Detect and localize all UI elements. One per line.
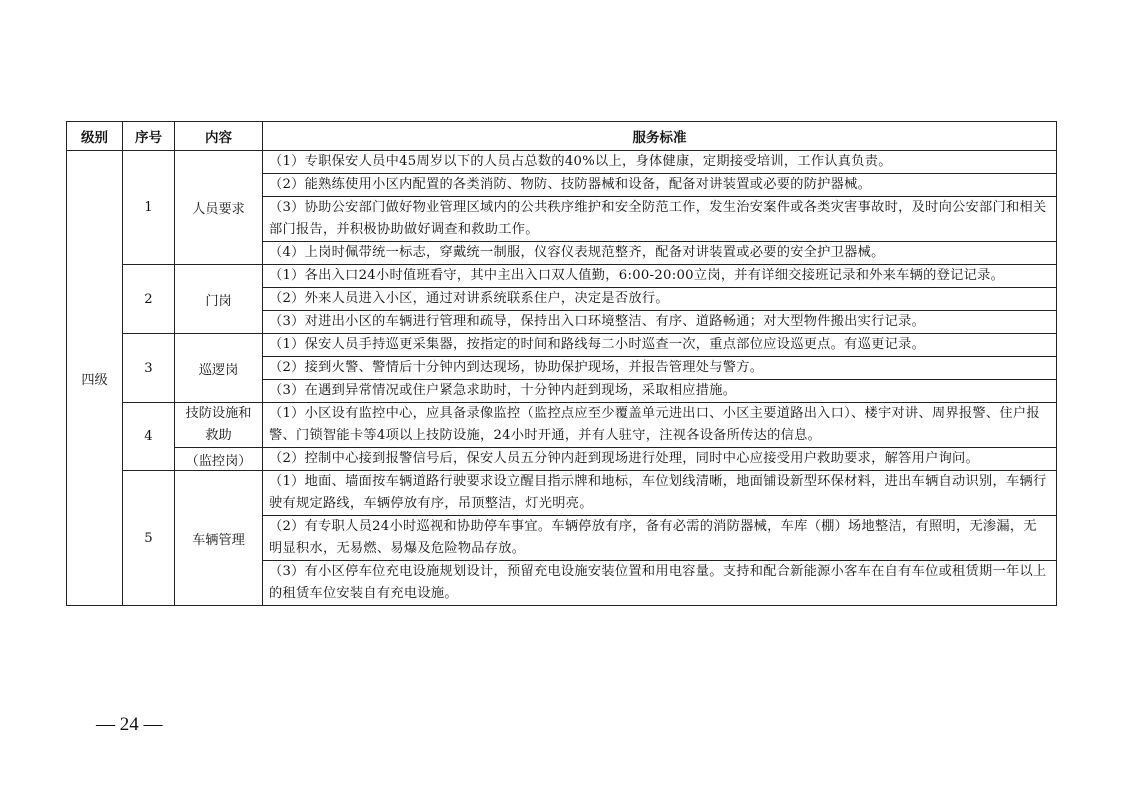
- standard-cell: （2）外来人员进入小区，通过对讲系统联系住户，决定是否放行。: [263, 288, 1057, 311]
- level-cell: 四级: [67, 151, 123, 606]
- standard-cell: （2）接到火警、警情后十分钟内到达现场，协助保护现场，并报告管理处与警方。: [263, 357, 1057, 380]
- content-cell: 技防设施和救助: [175, 403, 263, 448]
- content-cell: 车辆管理: [175, 471, 263, 606]
- standard-cell: （1）保安人员手持巡更采集器，按指定的时间和路线每二小时巡查一次，重点部位应设巡更点。有巡更记录。: [263, 334, 1057, 357]
- standard-cell: （3）协助公安部门做好物业管理区域内的公共秩序维护和安全防范工作，发生治安案件或各类灾害事故时，及时向公安部门和相关部门报告，并积极协助做好调查和救助工作。: [263, 197, 1057, 242]
- standard-cell: （1）专职保安人员中45周岁以下的人员占总数的40%以上，身体健康，定期接受培训，工作认真负责。: [263, 151, 1057, 174]
- header-row: [67, 122, 1057, 151]
- page-number: — 24 —: [96, 714, 163, 735]
- service-standard-table: [66, 121, 1057, 606]
- standard-cell: （4）上岗时佩带统一标志，穿戴统一制服，仪容仪表规范整齐，配备对讲装置或必要的安全护卫器械。: [263, 242, 1057, 265]
- index-cell: 1: [123, 151, 175, 265]
- table-row: [67, 265, 1057, 288]
- standard-cell: （1）地面、墙面按车辆道路行驶要求设立醒目指示牌和地标，车位划线清晰，地面铺设新型环保材料，进出车辆自动识别，车辆行驶有规定路线，车辆停放有序，吊顶整洁，灯光明亮。: [263, 471, 1057, 516]
- standard-cell: （2）控制中心接到报警信号后，保安人员五分钟内赶到现场进行处理，同时中心应接受用户救助要求，解答用户询问。: [263, 448, 1057, 471]
- content-cell: 门岗: [175, 265, 263, 334]
- index-cell: 2: [123, 265, 175, 334]
- table-row: [67, 151, 1057, 174]
- index-cell: 3: [123, 334, 175, 403]
- content-cell: 人员要求: [175, 151, 263, 265]
- header-index: 序号: [123, 122, 175, 151]
- index-cell: 4: [123, 403, 175, 471]
- content-cell: 巡逻岗: [175, 334, 263, 403]
- standard-cell: （2）能熟练使用小区内配置的各类消防、物防、技防器械和设备，配备对讲装置或必要的防护器械。: [263, 174, 1057, 197]
- standard-cell: （3）有小区停车位充电设施规划设计，预留充电设施安装位置和用电容量。支持和配合新能源小客车在自有车位或租赁期一年以上的租赁车位安装自有充电设施。: [263, 561, 1057, 606]
- table-row: [67, 471, 1057, 516]
- index-cell: 5: [123, 471, 175, 606]
- standard-cell: （2）有专职人员24小时巡视和协助停车事宜。车辆停放有序，备有必需的消防器械，车库（棚）场地整洁，有照明，无渗漏，无明显积水，无易燃、易爆及危险物品存放。: [263, 516, 1057, 561]
- standard-cell: （3）对进出小区的车辆进行管理和疏导，保持出入口环境整洁、有序、道路畅通；对大型物件搬出实行记录。: [263, 311, 1057, 334]
- table-row: [67, 403, 1057, 448]
- content-cell-extra: （监控岗）: [175, 448, 263, 471]
- standard-cell: （1）小区设有监控中心，应具备录像监控（监控点应至少覆盖单元进出口、小区主要道路出入口）、楼宇对讲、周界报警、住户报警、门锁智能卡等4项以上技防设施，24小时开通，并有人驻守，注视各设备所传达的信息。: [263, 403, 1057, 448]
- standard-cell: （1）各出入口24小时值班看守，其中主出入口双人值勤，6:00-20:00立岗，并有详细交接班记录和外来车辆的登记记录。: [263, 265, 1057, 288]
- standard-cell: （3）在遇到异常情况或住户紧急求助时，十分钟内赶到现场，采取相应措施。: [263, 380, 1057, 403]
- table-row: [67, 334, 1057, 357]
- header-level: 级别: [67, 122, 123, 151]
- header-content: 内容: [175, 122, 263, 151]
- table-row: [67, 448, 1057, 471]
- header-standard: 服务标准: [263, 122, 1057, 151]
